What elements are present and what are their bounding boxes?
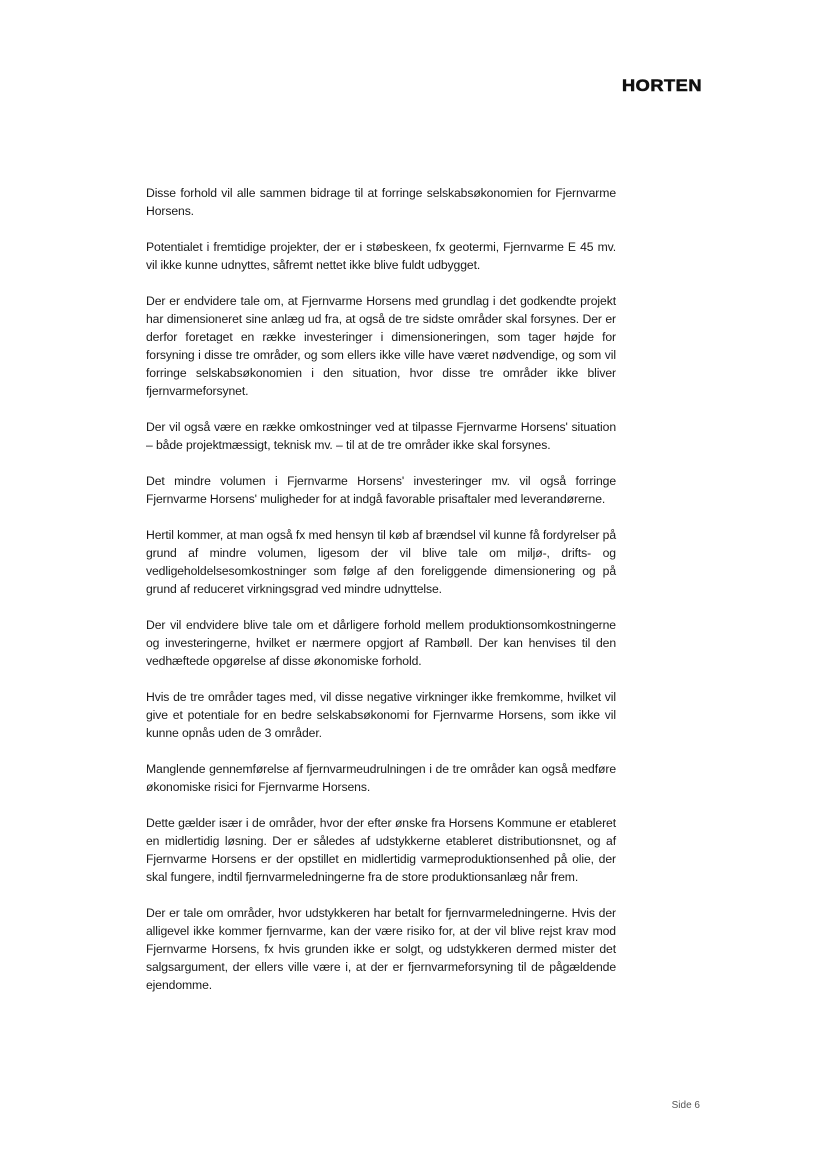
horten-logo-mark	[622, 76, 702, 94]
paragraph-10: Dette gælder især i de områder, hvor der efter ønske fra Horsens Kommune er etableret en midlertidig løsning. Der er således af udstykkerne etableret distributionsnet, og af Fjernvarme Horsens er der opstillet en midlertidig varmeproduktionsenhed på olie, der skal fungere, indtil fjernvarmeledningerne fra de store produktionsanlæg når frem.	[146, 816, 616, 884]
paragraph-7: Der vil endvidere blive tale om et dårligere forhold mellem produktionsomkostningerne og investeringerne, hvilket er nærmere opgjort af Rambøll. Der kan henvises til den vedhæftede opgørelse af disse økonomiske forhold.	[146, 618, 616, 668]
horten-logo	[622, 76, 702, 94]
paragraph-1: Disse forhold vil alle sammen bidrage til at forringe selskabsøkonomien for Fjernvarme Horsens.	[146, 186, 616, 218]
page-number: Side 6	[671, 1100, 700, 1111]
document-body	[146, 184, 616, 994]
paragraph-9: Manglende gennemførelse af fjernvarmeudrulningen i de tre områder kan også medføre økonomiske risici for Fjernvarme Horsens.	[146, 762, 616, 794]
paragraph-8: Hvis de tre områder tages med, vil disse negative virkninger ikke fremkomme, hvilket vil give et potentiale for en bedre selskabsøkonomi for Fjernvarme Horsens, som ikke vil kunne opnås uden de 3 områder.	[146, 690, 616, 740]
paragraph-3: Der er endvidere tale om, at Fjernvarme Horsens med grundlag i det godkendte projekt har dimensioneret sine anlæg ud fra, at også de tre sidste områder skal forsynes. Der er derfor foretaget en række investeringer i dimensioneringen, som tager højde for forsyning i disse tre områder, og som ellers ikke ville have været nødvendige, og som vil forringe selskabsøkonomien i den situation, hvor disse tre områder ikke bliver fjernvarmeforsynet.	[146, 294, 616, 398]
paragraph-5: Det mindre volumen i Fjernvarme Horsens' investeringer mv. vil også forringe Fjernvarme Horsens' muligheder for at indgå favorable prisaftaler med leverandørerne.	[146, 474, 616, 506]
logo-text: HORTEN	[622, 76, 702, 94]
paragraph-11: Der er tale om områder, hvor udstykkeren har betalt for fjernvarmeledningerne. Hvis der alligevel ikke kommer fjernvarme, kan der være risiko for, at der vil blive rejst krav mod Fjernvarme Horsens, fx hvis grunden ikke er solgt, og udstykkeren dermed mister det salgsargument, der ellers ville være i, at der er fjernvarmeforsyning til de pågældende ejendomme.	[146, 906, 616, 992]
paragraph-2: Potentialet i fremtidige projekter, der er i støbeskeen, fx geotermi, Fjernvarme E 45 mv. vil ikke kunne udnyttes, såfremt nettet ikke blive fuldt udbygget.	[146, 240, 616, 272]
paragraph-6: Hertil kommer, at man også fx med hensyn til køb af brændsel vil kunne få fordyrelser på grund af mindre volumen, ligesom der vil blive tale om miljø-, drifts- og vedligeholdelsesomkostninger som følge af den foreliggende dimensionering og på grund af reduceret virkningsgrad ved mindre udnyttelse.	[146, 528, 616, 596]
paragraph-4: Der vil også være en række omkostninger ved at tilpasse Fjernvarme Horsens' situation – både projektmæssigt, teknisk mv. – til at de tre områder ikke skal forsynes.	[146, 420, 616, 452]
